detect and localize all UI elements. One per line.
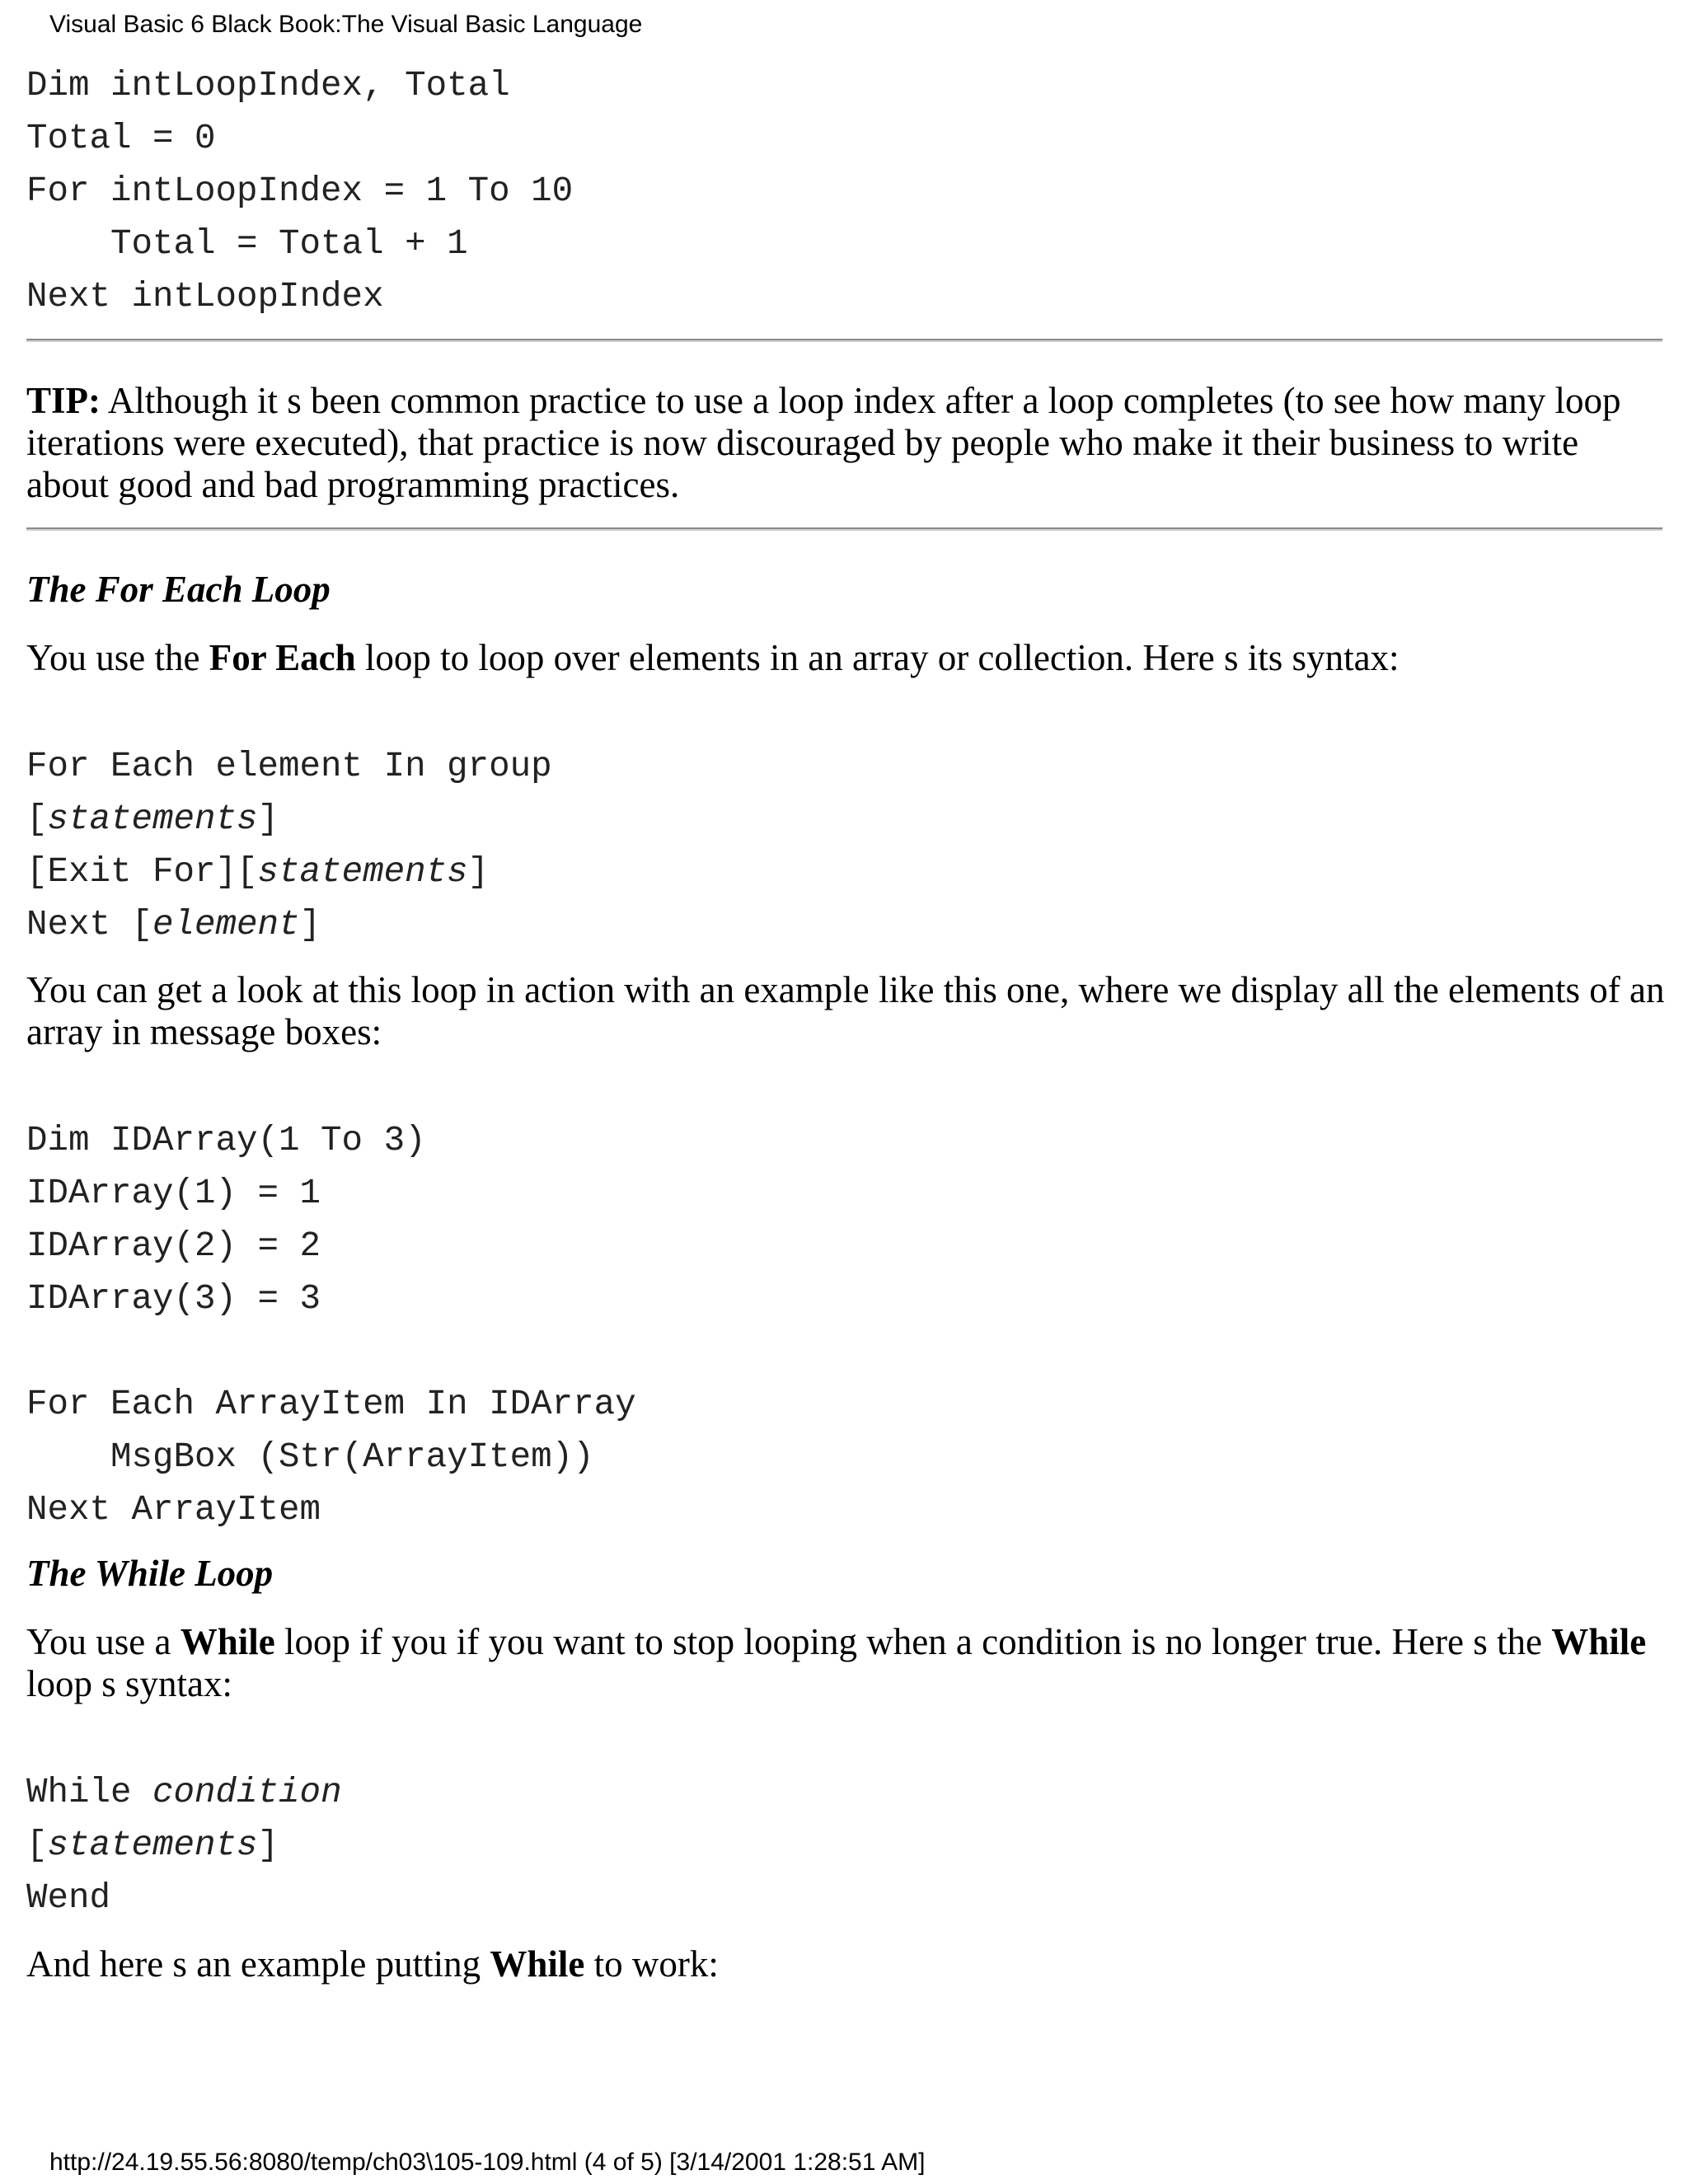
code-bracket: ] — [257, 1825, 279, 1865]
code-placeholder: element — [152, 905, 300, 944]
code-text: While — [26, 1773, 153, 1812]
for-each-example-intro: You can get a look at this loop in action with an example like this one, where we display all the elements of an array in message boxes: — [26, 969, 1665, 1052]
while-intro-text-middle: loop if you if you want to stop looping when a condition is no longer true. Here s the — [274, 1621, 1552, 1662]
while-keyword: While — [1551, 1621, 1647, 1662]
code-line: IDArray(2) = 2 — [26, 1226, 321, 1266]
code-line: For Each ArrayItem In IDArray — [26, 1385, 636, 1424]
code-line: Dim intLoopIndex, Total — [26, 66, 510, 105]
for-each-heading: The For Each Loop — [26, 569, 331, 610]
code-line: Total = Total + 1 — [26, 224, 468, 264]
code-text: Next [ — [26, 905, 153, 944]
code-line: IDArray(1) = 1 — [26, 1174, 321, 1213]
for-each-intro-text: You use the — [26, 637, 209, 678]
while-example-text-end: to work: — [584, 1943, 719, 1985]
code-block-for-each-example — [26, 1114, 636, 1536]
tip-top-divider — [26, 339, 1662, 342]
code-line: Wend — [26, 1878, 111, 1918]
code-line: Dim IDArray(1 To 3) — [26, 1121, 426, 1160]
code-line: For intLoopIndex = 1 To 10 — [26, 171, 574, 211]
tip-label: TIP: — [26, 380, 101, 421]
for-each-keyword: For Each — [209, 637, 356, 678]
tip-text: Although it s been common practice to use a loop index after a loop completes (to see how many loop iterations were executed), that practice is now discouraged by people who make it their business to write about good and bad programming practices. — [26, 380, 1621, 505]
while-intro-text-end: loop s syntax: — [26, 1663, 233, 1704]
code-text: [Exit For][ — [26, 852, 258, 892]
code-line: Next ArrayItem — [26, 1490, 321, 1530]
code-placeholder: statements — [47, 1825, 258, 1865]
code-placeholder: statements — [47, 799, 258, 839]
code-line: Total = 0 — [26, 119, 216, 158]
page-footer-url: http://24.19.55.56:8080/temp/ch03\105-109.html (4 of 5) [3/14/2001 1:28:51 AM] — [49, 2149, 926, 2176]
code-bracket: [ — [26, 799, 48, 839]
while-loop-intro — [26, 1621, 1667, 1705]
code-line — [26, 905, 321, 944]
code-bracket: ] — [257, 799, 279, 839]
while-intro-text: You use a — [26, 1621, 181, 1662]
code-placeholder: statements — [257, 852, 468, 892]
while-keyword: While — [490, 1943, 585, 1985]
code-line: Next intLoopIndex — [26, 277, 384, 316]
code-line — [26, 1773, 342, 1812]
page-header-title: Visual Basic 6 Black Book:The Visual Basic Language — [49, 11, 643, 38]
code-bracket: ] — [299, 905, 321, 944]
for-each-intro-text-end: loop to loop over elements in an array or collection. Here s its syntax: — [355, 637, 1400, 678]
while-example-intro — [26, 1943, 1667, 1985]
code-block-for-next — [26, 59, 573, 323]
tip-paragraph — [26, 380, 1667, 506]
code-line: For Each element In group — [26, 747, 552, 786]
for-each-intro — [26, 637, 1667, 679]
code-block-while-syntax — [26, 1766, 342, 1924]
while-keyword: While — [180, 1621, 275, 1662]
tip-bottom-divider — [26, 527, 1662, 531]
while-example-text: And here s an example putting — [26, 1943, 490, 1985]
code-placeholder: condition — [152, 1773, 342, 1812]
code-line — [26, 852, 489, 892]
code-line: MsgBox (Str(ArrayItem)) — [26, 1437, 594, 1477]
code-bracket: [ — [26, 1825, 48, 1865]
while-loop-heading: The While Loop — [26, 1553, 274, 1594]
code-line: IDArray(3) = 3 — [26, 1279, 321, 1319]
code-block-for-each-syntax — [26, 740, 552, 951]
code-bracket: ] — [467, 852, 490, 892]
code-line — [26, 1825, 279, 1865]
code-line — [26, 799, 279, 839]
